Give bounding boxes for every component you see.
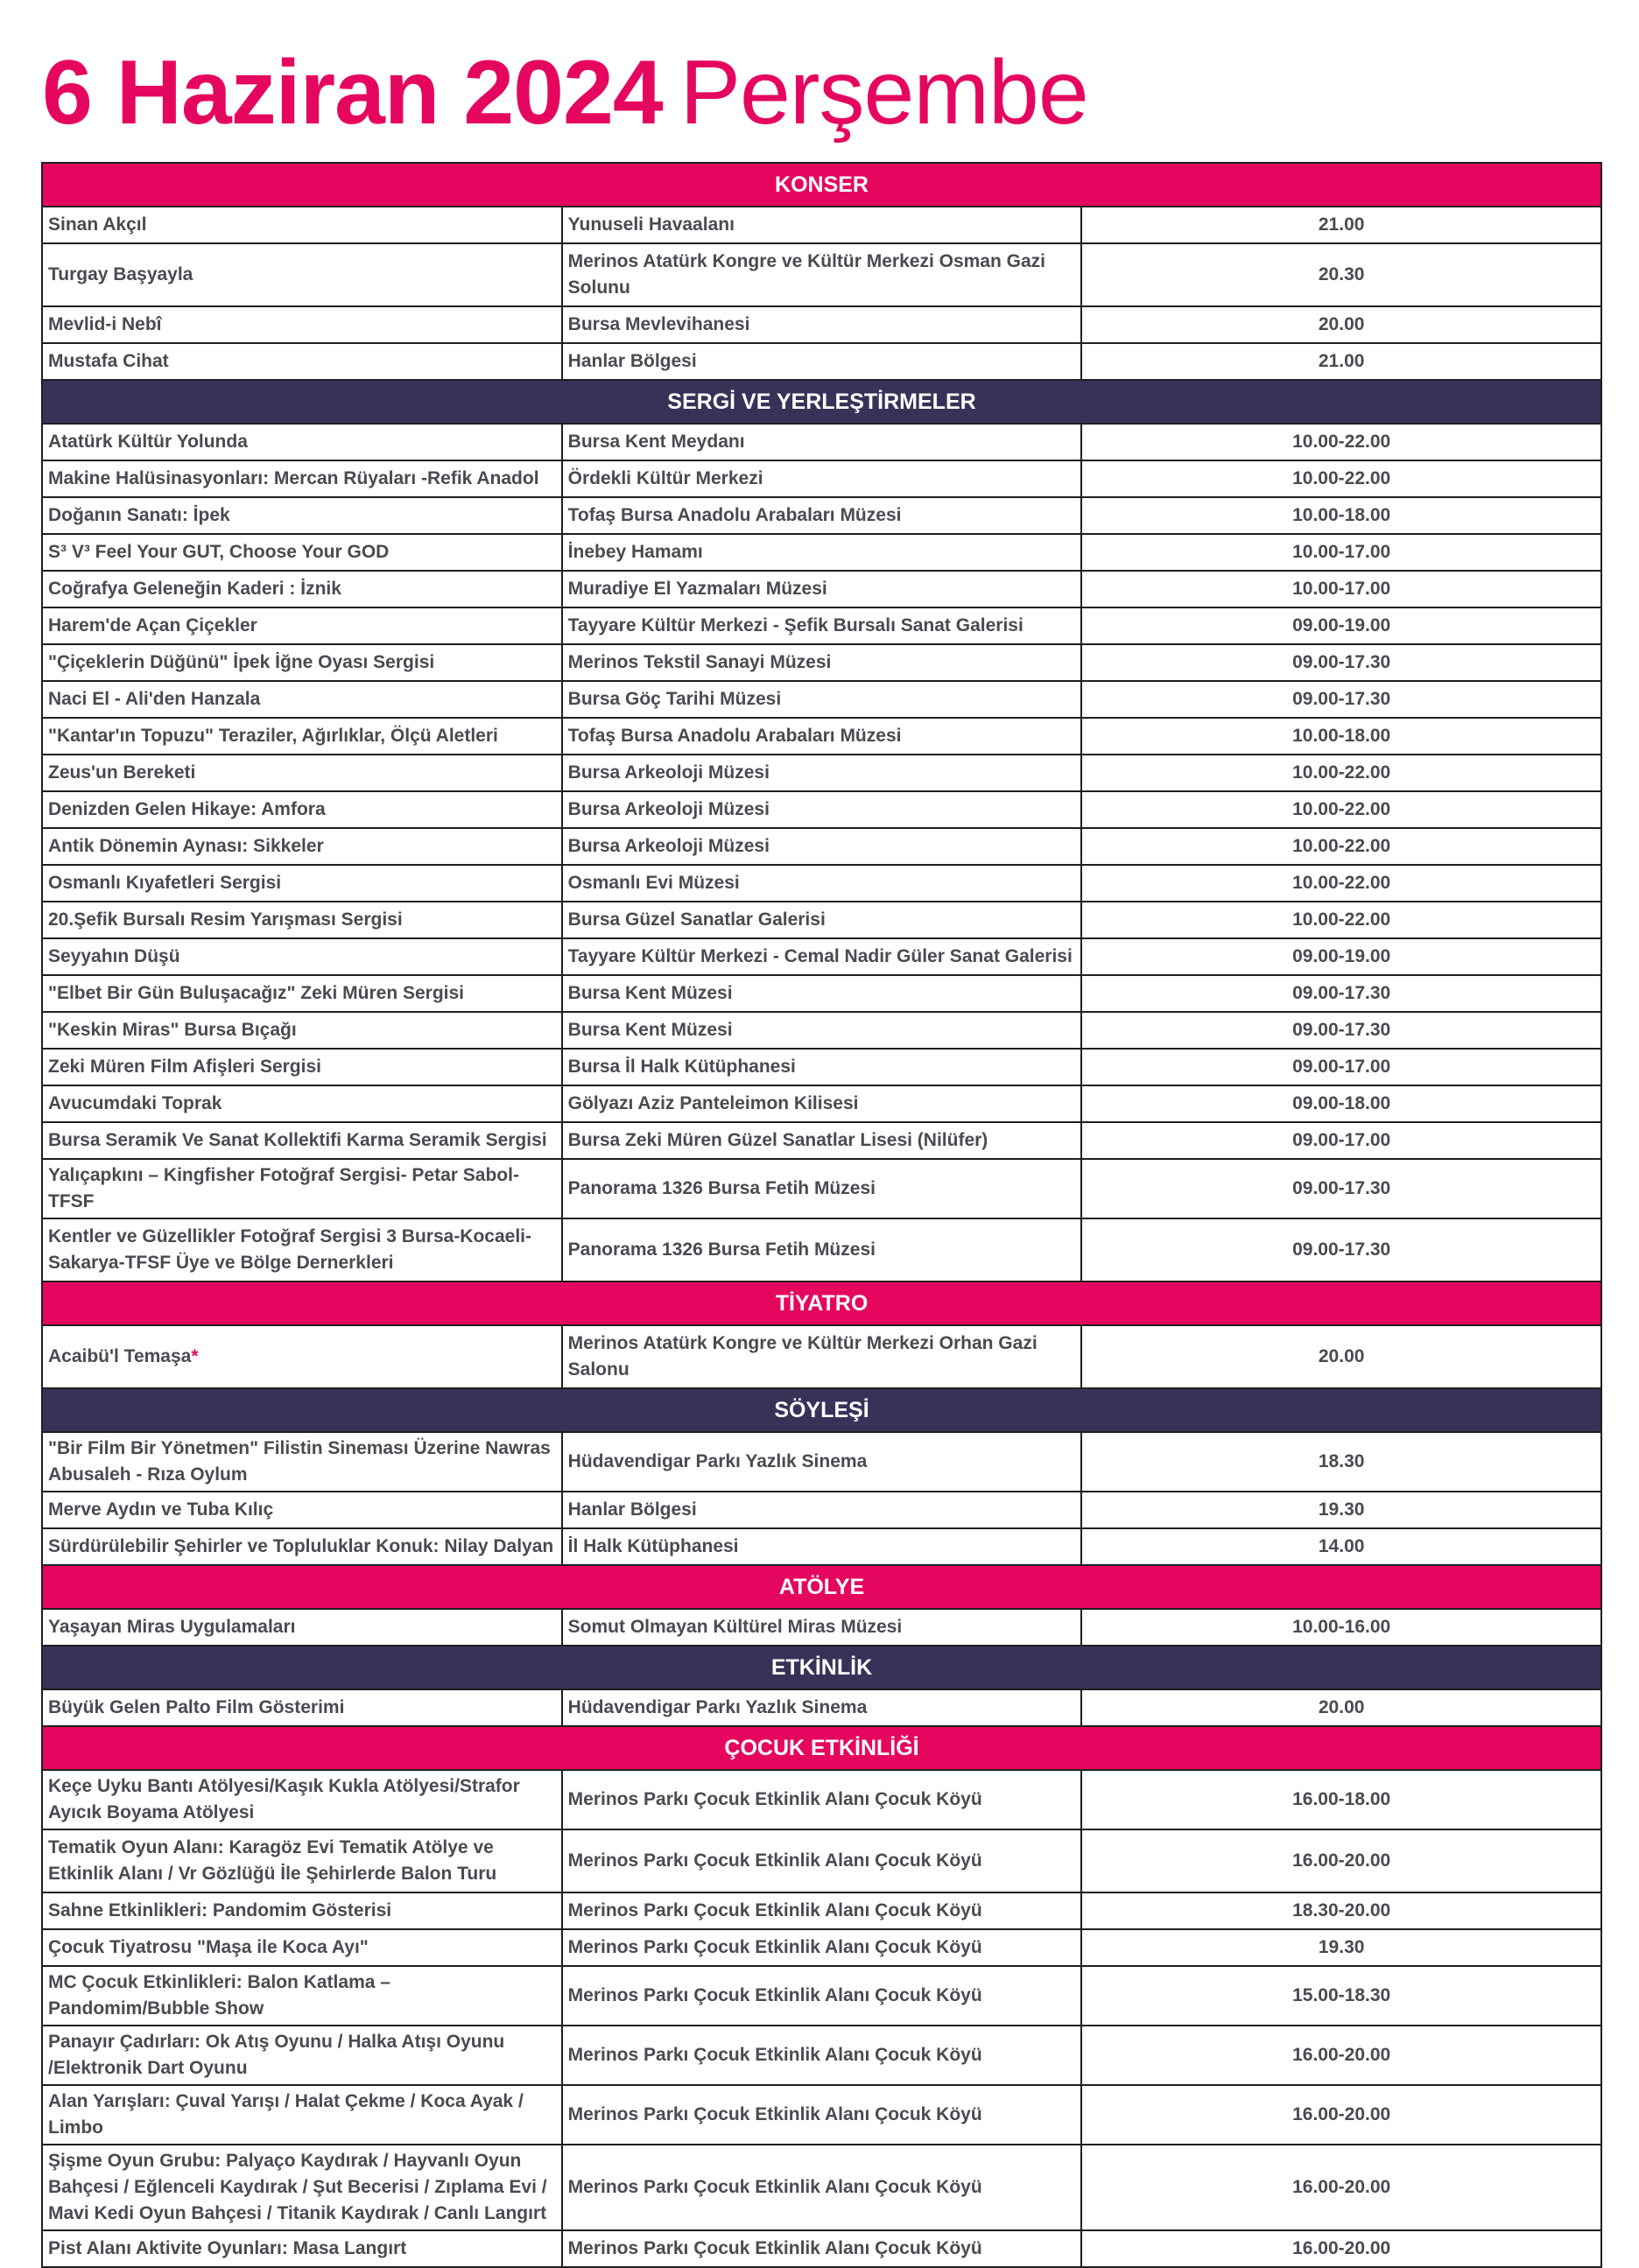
time-cell: 09.00-19.00 — [1081, 938, 1601, 975]
time-cell: 10.00-18.00 — [1081, 718, 1601, 755]
section-title: ATÖLYE — [42, 1565, 1601, 1609]
section-header — [42, 380, 1601, 424]
event-name: Sürdürülebilir Şehirler ve Topluluklar Konuk: Nilay Dalyan — [48, 1536, 554, 1556]
time-cell: 21.00 — [1081, 207, 1601, 243]
event-cell — [42, 1218, 562, 1281]
venue-cell: Bursa Güzel Sanatlar Galerisi — [562, 902, 1082, 938]
table-row — [42, 828, 1601, 865]
table-row — [42, 243, 1601, 306]
time-cell: 15.00-18.30 — [1081, 1966, 1601, 2026]
venue-cell: Gölyazı Aziz Panteleimon Kilisesi — [562, 1085, 1082, 1122]
event-cell — [42, 424, 562, 460]
event-name: Merve Aydın ve Tuba Kılıç — [48, 1499, 274, 1520]
venue-cell: Bursa Kent Müzesi — [562, 975, 1082, 1012]
event-name: Antik Dönemin Aynası: Sikkeler — [48, 836, 324, 856]
table-row — [42, 1689, 1601, 1726]
table-row — [42, 1159, 1601, 1218]
time-cell: 09.00-17.00 — [1081, 1049, 1601, 1085]
venue-cell: Tayyare Kültür Merkezi - Cemal Nadir Güler Sanat Galerisi — [562, 938, 1082, 975]
time-cell: 09.00-17.30 — [1081, 1218, 1601, 1281]
time-cell: 10.00-22.00 — [1081, 460, 1601, 497]
venue-cell: Bursa Mevlevihanesi — [562, 306, 1082, 343]
venue-cell: Merinos Atatürk Kongre ve Kültür Merkezi Osman Gazi Solunu — [562, 243, 1082, 306]
time-cell: 10.00-22.00 — [1081, 865, 1601, 902]
event-cell — [42, 1770, 562, 1829]
table-row — [42, 424, 1601, 460]
time-cell: 09.00-19.00 — [1081, 607, 1601, 644]
event-cell — [42, 571, 562, 607]
venue-cell: Merinos Parkı Çocuk Etkinlik Alanı Çocuk Köyü — [562, 1829, 1082, 1892]
time-cell: 20.30 — [1081, 243, 1601, 306]
time-cell: 10.00-22.00 — [1081, 424, 1601, 460]
event-cell — [42, 1325, 562, 1388]
table-row — [42, 534, 1601, 571]
event-cell — [42, 1049, 562, 1085]
asterisk-marker: * — [191, 1346, 199, 1366]
event-name: 20.Şefik Bursalı Resim Yarışması Sergisi — [48, 909, 403, 930]
table-row — [42, 1528, 1601, 1565]
event-name: S³ V³ Feel Your GUT, Choose Your GOD — [48, 542, 390, 562]
event-name: Yaşayan Miras Uygulamaları — [48, 1617, 296, 1637]
table-row — [42, 497, 1601, 534]
table-row — [42, 2026, 1601, 2085]
time-cell: 09.00-17.00 — [1081, 1122, 1601, 1159]
event-name: MC Çocuk Etkinlikleri: Balon Katlama – Pandomim/Bubble Show — [48, 1972, 390, 2019]
event-name: Atatürk Kültür Yolunda — [48, 432, 248, 452]
event-cell — [42, 1492, 562, 1528]
event-name: Makine Halüsinasyonları: Mercan Rüyaları -Refik Anadol — [48, 468, 539, 488]
event-name: Kentler ve Güzellikler Fotoğraf Sergisi 3 Bursa-Kocaeli-Sakarya-TFSF Üye ve Bölge Dernerkleri — [48, 1226, 531, 1273]
time-cell: 20.00 — [1081, 1325, 1601, 1388]
table-row — [42, 306, 1601, 343]
event-cell — [42, 938, 562, 975]
event-name: Coğrafya Geleneğin Kaderi : İznik — [48, 579, 341, 599]
event-name: Sahne Etkinlikleri: Pandomim Gösterisi — [48, 1900, 392, 1920]
venue-cell: Hanlar Bölgesi — [562, 343, 1082, 380]
time-cell: 16.00-20.00 — [1081, 2230, 1601, 2267]
event-name: Turgay Başyayla — [48, 264, 193, 284]
table-row — [42, 1122, 1601, 1159]
time-cell: 09.00-17.30 — [1081, 975, 1601, 1012]
table-row — [42, 1012, 1601, 1049]
page-title — [42, 40, 1088, 145]
time-cell: 10.00-22.00 — [1081, 755, 1601, 791]
event-cell — [42, 1609, 562, 1646]
table-row — [42, 1218, 1601, 1281]
time-cell: 16.00-18.00 — [1081, 1770, 1601, 1829]
time-cell: 19.30 — [1081, 1929, 1601, 1966]
event-name: Çocuk Tiyatrosu "Maşa ile Koca Ayı" — [48, 1937, 369, 1957]
event-cell — [42, 828, 562, 865]
event-name: Acaibü'l Temaşa — [48, 1346, 192, 1366]
event-cell — [42, 1892, 562, 1929]
time-cell: 10.00-18.00 — [1081, 497, 1601, 534]
venue-cell: İnebey Hamamı — [562, 534, 1082, 571]
table-row — [42, 1325, 1601, 1388]
section-header — [42, 1565, 1601, 1609]
event-cell — [42, 1012, 562, 1049]
venue-cell: Merinos Parkı Çocuk Etkinlik Alanı Çocuk Köyü — [562, 2145, 1082, 2230]
table-row — [42, 1929, 1601, 1966]
time-cell: 10.00-17.00 — [1081, 571, 1601, 607]
event-name: Alan Yarışları: Çuval Yarışı / Halat Çekme / Koca Ayak / Limbo — [48, 2091, 524, 2138]
event-cell — [42, 681, 562, 718]
table-row — [42, 1829, 1601, 1892]
time-cell: 09.00-17.30 — [1081, 644, 1601, 681]
event-cell — [42, 755, 562, 791]
venue-cell: Bursa Arkeoloji Müzesi — [562, 755, 1082, 791]
title-date: 6 Haziran 2024 — [42, 42, 663, 144]
table-row — [42, 718, 1601, 755]
event-cell — [42, 1929, 562, 1966]
time-cell: 09.00-18.00 — [1081, 1085, 1601, 1122]
venue-cell: Hüdavendigar Parkı Yazlık Sinema — [562, 1689, 1082, 1726]
event-cell — [42, 1689, 562, 1726]
venue-cell: Muradiye El Yazmaları Müzesi — [562, 571, 1082, 607]
table-row — [42, 1609, 1601, 1646]
venue-cell: Hüdavendigar Parkı Yazlık Sinema — [562, 1432, 1082, 1492]
section-title: KONSER — [42, 163, 1601, 207]
event-cell — [42, 1432, 562, 1492]
event-cell — [42, 306, 562, 343]
event-name: "Bir Film Bir Yönetmen" Filistin Sineması Üzerine Nawras Abusaleh - Rıza Oylum — [48, 1438, 551, 1485]
table-row — [42, 607, 1601, 644]
event-cell — [42, 1966, 562, 2026]
event-cell — [42, 791, 562, 828]
time-cell: 09.00-17.30 — [1081, 1159, 1601, 1218]
table-row — [42, 343, 1601, 380]
venue-cell: Merinos Atatürk Kongre ve Kültür Merkezi Orhan Gazi Salonu — [562, 1325, 1082, 1388]
event-name: Büyük Gelen Palto Film Gösterimi — [48, 1697, 345, 1717]
table-row — [42, 2230, 1601, 2267]
event-cell — [42, 607, 562, 644]
event-cell — [42, 1122, 562, 1159]
event-cell — [42, 2145, 562, 2230]
venue-cell: Panorama 1326 Bursa Fetih Müzesi — [562, 1159, 1082, 1218]
table-row — [42, 755, 1601, 791]
venue-cell: Merinos Parkı Çocuk Etkinlik Alanı Çocuk Köyü — [562, 1770, 1082, 1829]
event-name: Zeus'un Bereketi — [48, 762, 196, 783]
section-title: ÇOCUK ETKİNLİĞİ — [42, 1726, 1601, 1770]
event-name: Mustafa Cihat — [48, 351, 169, 371]
table-row — [42, 2085, 1601, 2145]
section-header — [42, 1646, 1601, 1689]
venue-cell: Bursa Zeki Müren Güzel Sanatlar Lisesi (Nilüfer) — [562, 1122, 1082, 1159]
event-name: Tematik Oyun Alanı: Karagöz Evi Tematik Atölye ve Etkinlik Alanı / Vr Gözlüğü İle Şehirlerde Balon Turu — [48, 1837, 497, 1884]
time-cell: 16.00-20.00 — [1081, 2145, 1601, 2230]
time-cell: 16.00-20.00 — [1081, 1829, 1601, 1892]
event-cell — [42, 243, 562, 306]
table-row — [42, 902, 1601, 938]
time-cell: 20.00 — [1081, 1689, 1601, 1726]
event-cell — [42, 1829, 562, 1892]
event-name: Denizden Gelen Hikaye: Amfora — [48, 799, 326, 819]
title-day: Perşembe — [679, 42, 1088, 144]
time-cell: 09.00-17.30 — [1081, 1012, 1601, 1049]
venue-cell: Merinos Parkı Çocuk Etkinlik Alanı Çocuk Köyü — [562, 2085, 1082, 2145]
table-row — [42, 571, 1601, 607]
venue-cell: Bursa Arkeoloji Müzesi — [562, 791, 1082, 828]
event-name: Mevlid-i Nebî — [48, 314, 162, 334]
table-row — [42, 791, 1601, 828]
time-cell: 10.00-22.00 — [1081, 791, 1601, 828]
section-title: SERGİ VE YERLEŞTİRMELER — [42, 380, 1601, 424]
event-cell — [42, 902, 562, 938]
table-row — [42, 975, 1601, 1012]
venue-cell: Merinos Parkı Çocuk Etkinlik Alanı Çocuk Köyü — [562, 2026, 1082, 2085]
time-cell: 20.00 — [1081, 306, 1601, 343]
event-name: Avucumdaki Toprak — [48, 1093, 222, 1113]
event-cell — [42, 1085, 562, 1122]
venue-cell: İl Halk Kütüphanesi — [562, 1528, 1082, 1565]
table-row — [42, 1049, 1601, 1085]
event-name: Zeki Müren Film Afişleri Sergisi — [48, 1057, 321, 1077]
venue-cell: Merinos Parkı Çocuk Etkinlik Alanı Çocuk Köyü — [562, 1929, 1082, 1966]
venue-cell: Hanlar Bölgesi — [562, 1492, 1082, 1528]
event-cell — [42, 2026, 562, 2085]
venue-cell: Merinos Parkı Çocuk Etkinlik Alanı Çocuk Köyü — [562, 2230, 1082, 2267]
section-header — [42, 163, 1601, 207]
table-row — [42, 1770, 1601, 1829]
venue-cell: Somut Olmayan Kültürel Miras Müzesi — [562, 1609, 1082, 1646]
venue-cell: Merinos Parkı Çocuk Etkinlik Alanı Çocuk Köyü — [562, 1892, 1082, 1929]
venue-cell: Tofaş Bursa Anadolu Arabaları Müzesi — [562, 497, 1082, 534]
table-row — [42, 1432, 1601, 1492]
event-cell — [42, 2230, 562, 2267]
venue-cell: Bursa İl Halk Kütüphanesi — [562, 1049, 1082, 1085]
schedule-body — [42, 163, 1601, 2267]
event-cell — [42, 718, 562, 755]
event-name: Keçe Uyku Bantı Atölyesi/Kaşık Kukla Atölyesi/Strafor Ayıcık Boyama Atölyesi — [48, 1776, 520, 1822]
venue-cell: Tayyare Kültür Merkezi - Şefik Bursalı Sanat Galerisi — [562, 607, 1082, 644]
event-cell — [42, 865, 562, 902]
venue-cell: Panorama 1326 Bursa Fetih Müzesi — [562, 1218, 1082, 1281]
table-row — [42, 644, 1601, 681]
venue-cell: Tofaş Bursa Anadolu Arabaları Müzesi — [562, 718, 1082, 755]
table-row — [42, 1966, 1601, 2026]
event-name: Harem'de Açan Çiçekler — [48, 615, 257, 635]
event-name: Seyyahın Düşü — [48, 946, 180, 966]
time-cell: 19.30 — [1081, 1492, 1601, 1528]
event-cell — [42, 207, 562, 243]
section-header — [42, 1281, 1601, 1325]
event-name: Naci El - Ali'den Hanzala — [48, 689, 261, 709]
table-row — [42, 2145, 1601, 2230]
time-cell: 16.00-20.00 — [1081, 2085, 1601, 2145]
event-name: "Keskin Miras" Bursa Bıçağı — [48, 1020, 297, 1040]
section-header — [42, 1726, 1601, 1770]
table-row — [42, 865, 1601, 902]
venue-cell: Bursa Göç Tarihi Müzesi — [562, 681, 1082, 718]
event-cell — [42, 1159, 562, 1218]
section-title: SÖYLEŞİ — [42, 1388, 1601, 1432]
event-cell — [42, 534, 562, 571]
event-cell — [42, 460, 562, 497]
venue-cell: Osmanlı Evi Müzesi — [562, 865, 1082, 902]
venue-cell: Ördekli Kültür Merkezi — [562, 460, 1082, 497]
time-cell: 10.00-22.00 — [1081, 902, 1601, 938]
table-row — [42, 1892, 1601, 1929]
time-cell: 10.00-16.00 — [1081, 1609, 1601, 1646]
time-cell: 16.00-20.00 — [1081, 2026, 1601, 2085]
time-cell: 18.30 — [1081, 1432, 1601, 1492]
event-name: Şişme Oyun Grubu: Palyaço Kaydırak / Hayvanlı Oyun Bahçesi / Eğlenceli Kaydırak / Şut Becerisi / Zıplama Evi / Mavi Kedi Oyun Bahçesi / Titanik Kaydırak / Canlı Langırt — [48, 2151, 547, 2223]
event-name: Doğanın Sanatı: İpek — [48, 505, 230, 525]
venue-cell: Bursa Kent Meydanı — [562, 424, 1082, 460]
venue-cell: Merinos Parkı Çocuk Etkinlik Alanı Çocuk Köyü — [562, 1966, 1082, 2026]
time-cell: 10.00-22.00 — [1081, 828, 1601, 865]
time-cell: 18.30-20.00 — [1081, 1892, 1601, 1929]
event-cell — [42, 1528, 562, 1565]
event-cell — [42, 343, 562, 380]
venue-cell: Bursa Arkeoloji Müzesi — [562, 828, 1082, 865]
event-cell — [42, 497, 562, 534]
time-cell: 10.00-17.00 — [1081, 534, 1601, 571]
table-row — [42, 460, 1601, 497]
venue-cell: Bursa Kent Müzesi — [562, 1012, 1082, 1049]
event-name: "Elbet Bir Gün Buluşacağız" Zeki Müren Sergisi — [48, 983, 465, 1003]
section-title: ETKİNLİK — [42, 1646, 1601, 1689]
event-name: Pist Alanı Aktivite Oyunları: Masa Langırt — [48, 2238, 407, 2258]
section-title: TİYATRO — [42, 1281, 1601, 1325]
event-name: Bursa Seramik Ve Sanat Kollektifi Karma Seramik Sergisi — [48, 1130, 547, 1150]
table-row — [42, 1492, 1601, 1528]
table-row — [42, 1085, 1601, 1122]
section-header — [42, 1388, 1601, 1432]
event-cell — [42, 644, 562, 681]
venue-cell: Yunuseli Havaalanı — [562, 207, 1082, 243]
time-cell: 14.00 — [1081, 1528, 1601, 1565]
event-name: Osmanlı Kıyafetleri Sergisi — [48, 873, 282, 893]
time-cell: 09.00-17.30 — [1081, 681, 1601, 718]
event-cell — [42, 2085, 562, 2145]
event-cell — [42, 975, 562, 1012]
table-row — [42, 681, 1601, 718]
event-name: "Kantar'ın Topuzu" Teraziler, Ağırlıklar, Ölçü Aletleri — [48, 726, 498, 746]
event-name: Panayır Çadırları: Ok Atış Oyunu / Halka Atışı Oyunu /Elektronik Dart Oyunu — [48, 2032, 505, 2078]
table-row — [42, 207, 1601, 243]
venue-cell: Merinos Tekstil Sanayi Müzesi — [562, 644, 1082, 681]
event-name: "Çiçeklerin Düğünü" İpek İğne Oyası Sergisi — [48, 652, 435, 672]
event-name: Sinan Akçıl — [48, 214, 147, 235]
table-row — [42, 938, 1601, 975]
schedule-table — [41, 162, 1602, 2268]
event-name: Yalıçapkını – Kingfisher Fotoğraf Sergisi- Petar Sabol- TFSF — [48, 1165, 519, 1211]
time-cell: 21.00 — [1081, 343, 1601, 380]
